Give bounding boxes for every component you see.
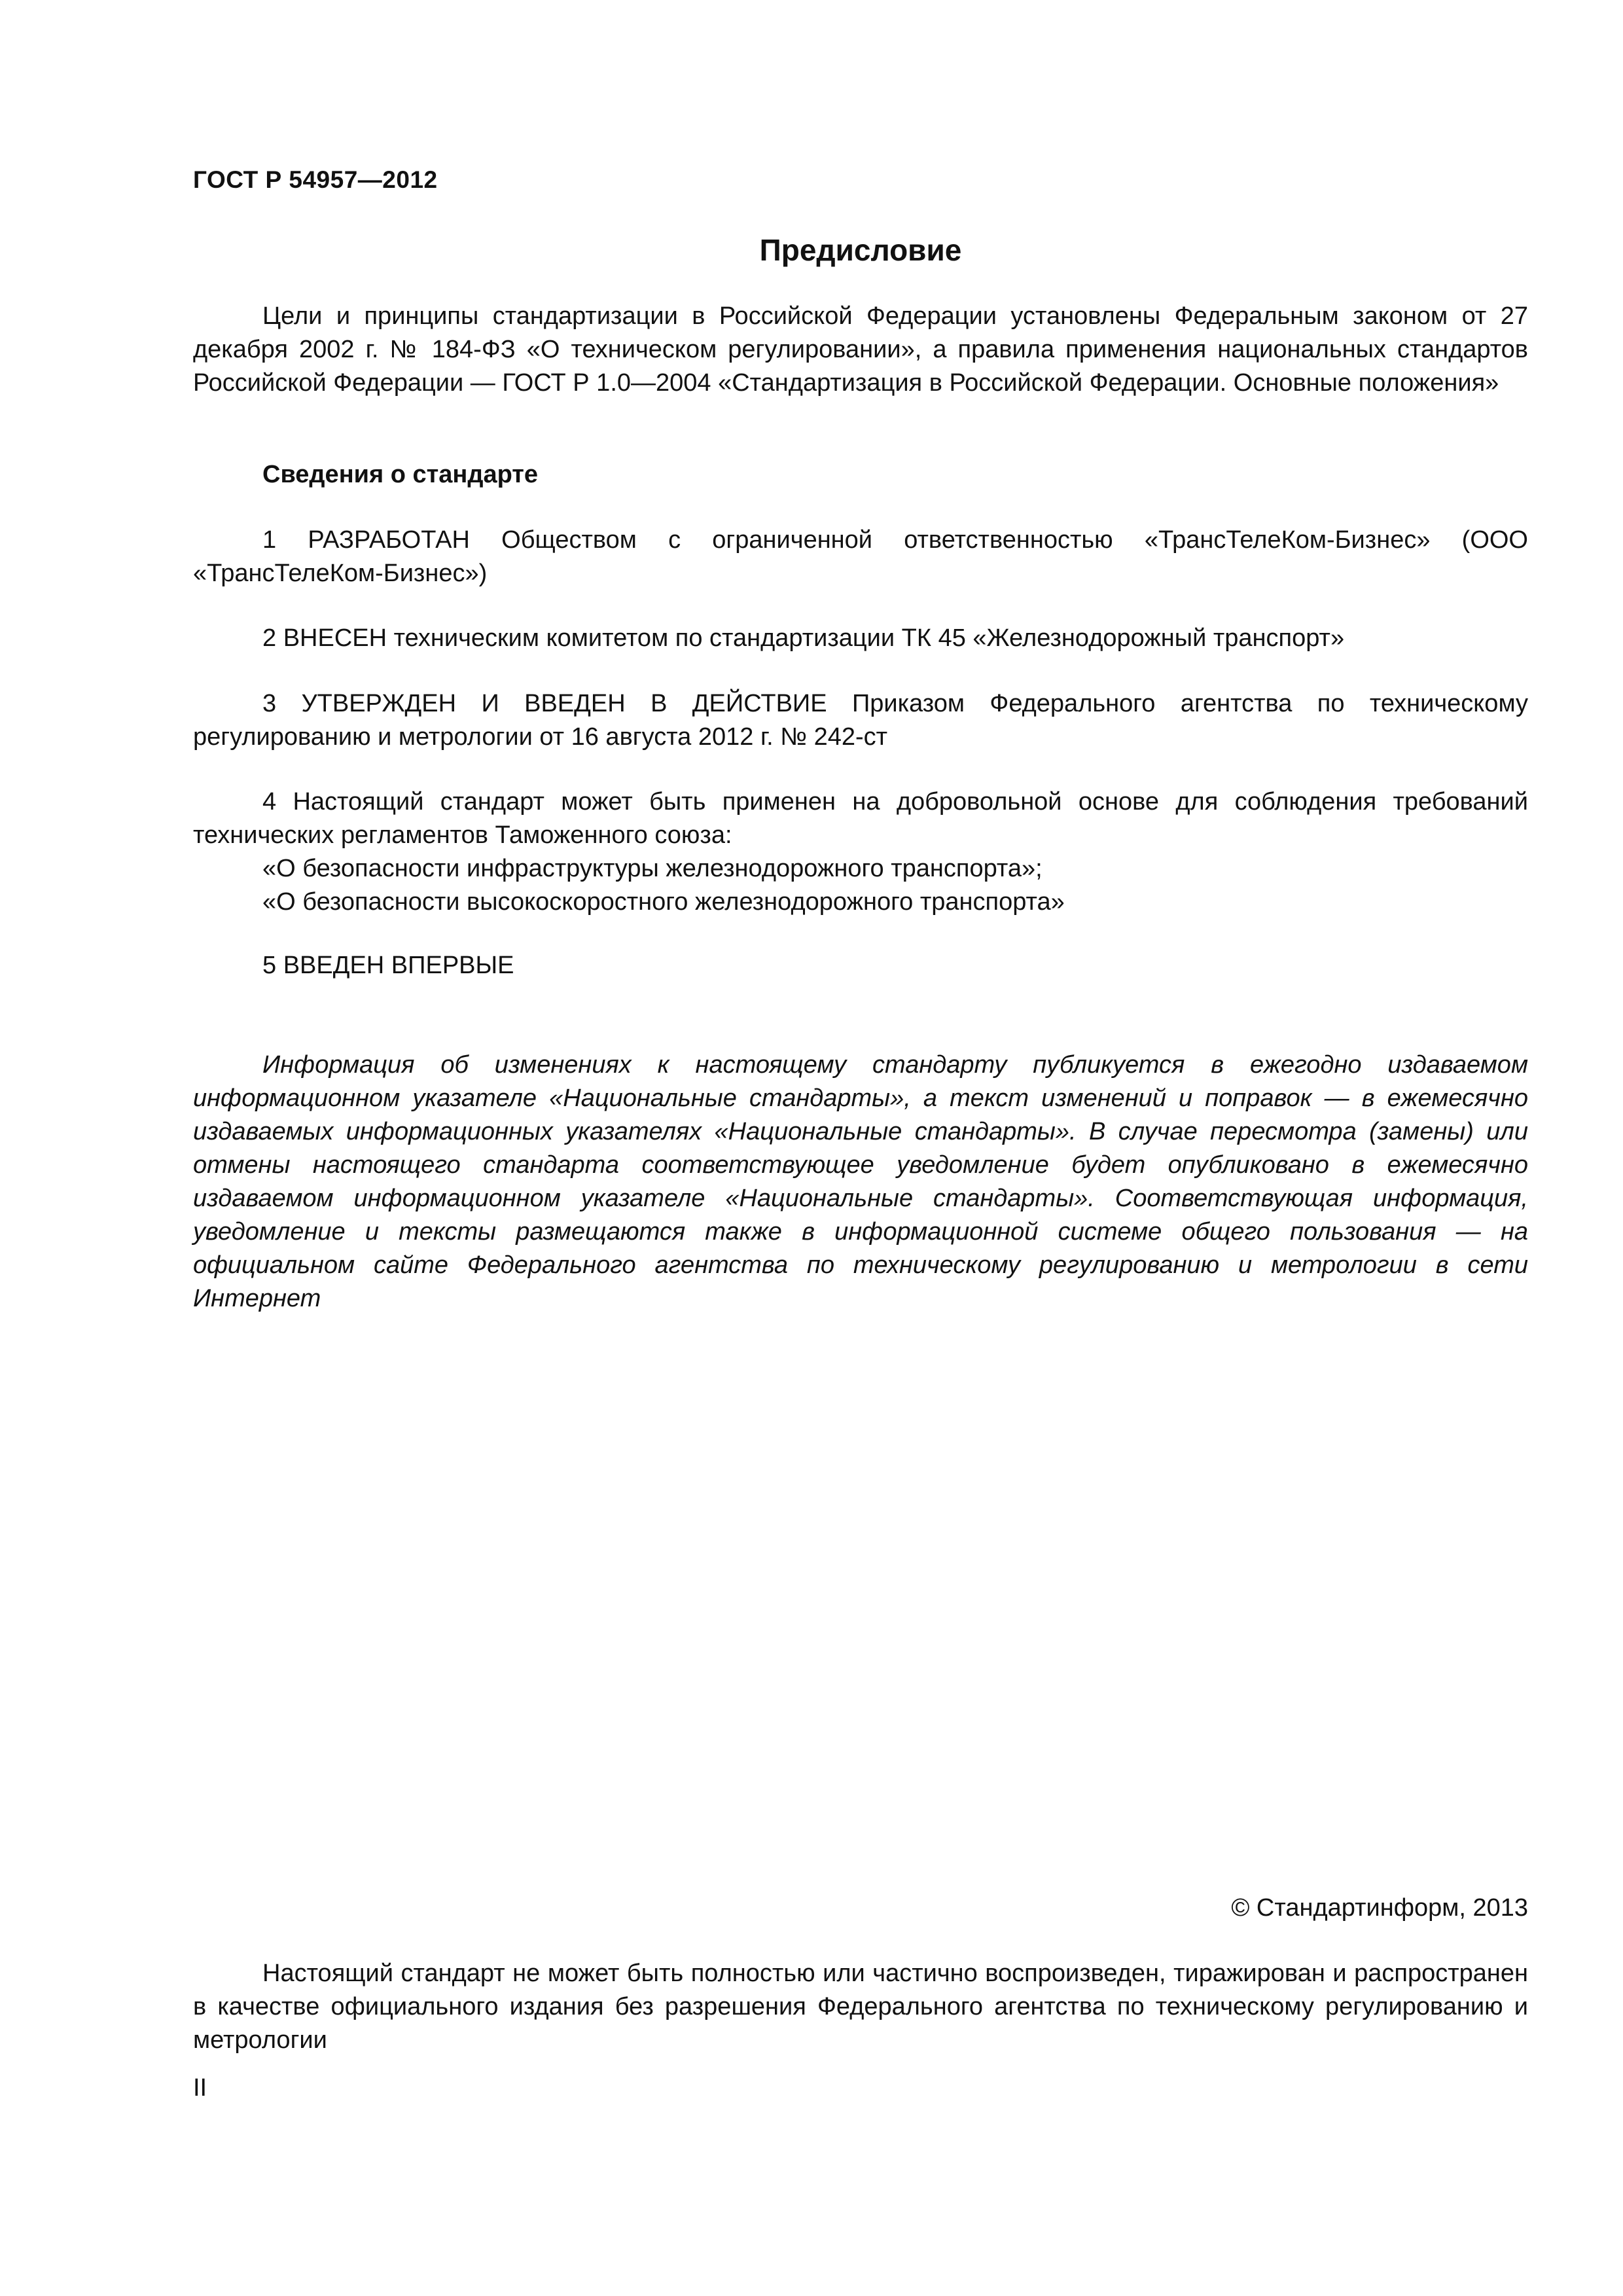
document-page	[193, 157, 1528, 2140]
item-1-paragraph: 1 РАЗРАБОТАН Обществом с ограниченной ответственностью «ТрансТелеКом-Бизнес» (ООО «ТрансТелеКом-Бизнес»)	[193, 526, 1528, 587]
item-5-paragraph: 5 ВВЕДЕН ВПЕРВЫЕ	[262, 952, 514, 979]
doc-code-header: ГОСТ Р 54957—2012	[193, 166, 438, 193]
intro-paragraph: Цели и принципы стандартизации в Российской Федерации установлены Федеральным законом от 27 декабря 2002 г. № 184-ФЗ «О техническом регулировании», а правила применения национальных стандартов Российской Федерации — ГОСТ Р 1.0—2004 «Стандартизация в Российской Федерации. Основные положения»	[193, 302, 1528, 397]
reproduction-restriction: Настоящий стандарт не может быть полностью или частично воспроизведен, тиражирован и распространен в качестве официального издания без разрешения Федерального агентства по техническому регулированию и метрологии	[193, 1960, 1528, 2054]
section-subheading: Сведения о стандарте	[262, 461, 539, 488]
amendments-notice: Информация об изменениях к настоящему стандарту публикуется в ежегодно издаваемом информационном указателе «Национальные стандарты», а текст изменений и поправок — в ежемесячно издаваемых информационных указателях «Национальные стандарты». В случае пересмотра (замены) или отмены настоящего стандарта соответствующее уведомление будет опубликовано в ежемесячно издаваемом информационном указателе «Национальные стандарты». Соответствующая информация, уведомление и тексты размещаются также в информационной системе общего пользования — на официальном сайте Федерального агентства по техническому регулированию и метрологии в сети Интернет	[193, 1051, 1528, 1312]
item-4-paragraph: 4 Настоящий стандарт может быть применен на добровольной основе для соблюдения требований технических регламентов Таможенного союза:	[193, 788, 1528, 849]
item-2-paragraph: 2 ВНЕСЕН техническим комитетом по стандартизации ТК 45 «Железнодорожный транспорт»	[262, 624, 1345, 652]
page-title: Предисловие	[759, 233, 962, 267]
page-number: II	[193, 2074, 207, 2102]
item-3-paragraph: 3 УТВЕРЖДЕН И ВВЕДЕН В ДЕЙСТВИЕ Приказом Федерального агентства по техническому регулированию и метрологии от 16 августа 2012 г. № 242-ст	[193, 690, 1528, 751]
item-4-regulation-1: «О безопасности инфраструктуры железнодорожного транспорта»;	[262, 855, 1043, 882]
item-4-regulation-2: «О безопасности высокоскоростного железнодорожного транспорта»	[262, 888, 1065, 916]
copyright-line: © Стандартинформ, 2013	[1231, 1894, 1528, 1922]
